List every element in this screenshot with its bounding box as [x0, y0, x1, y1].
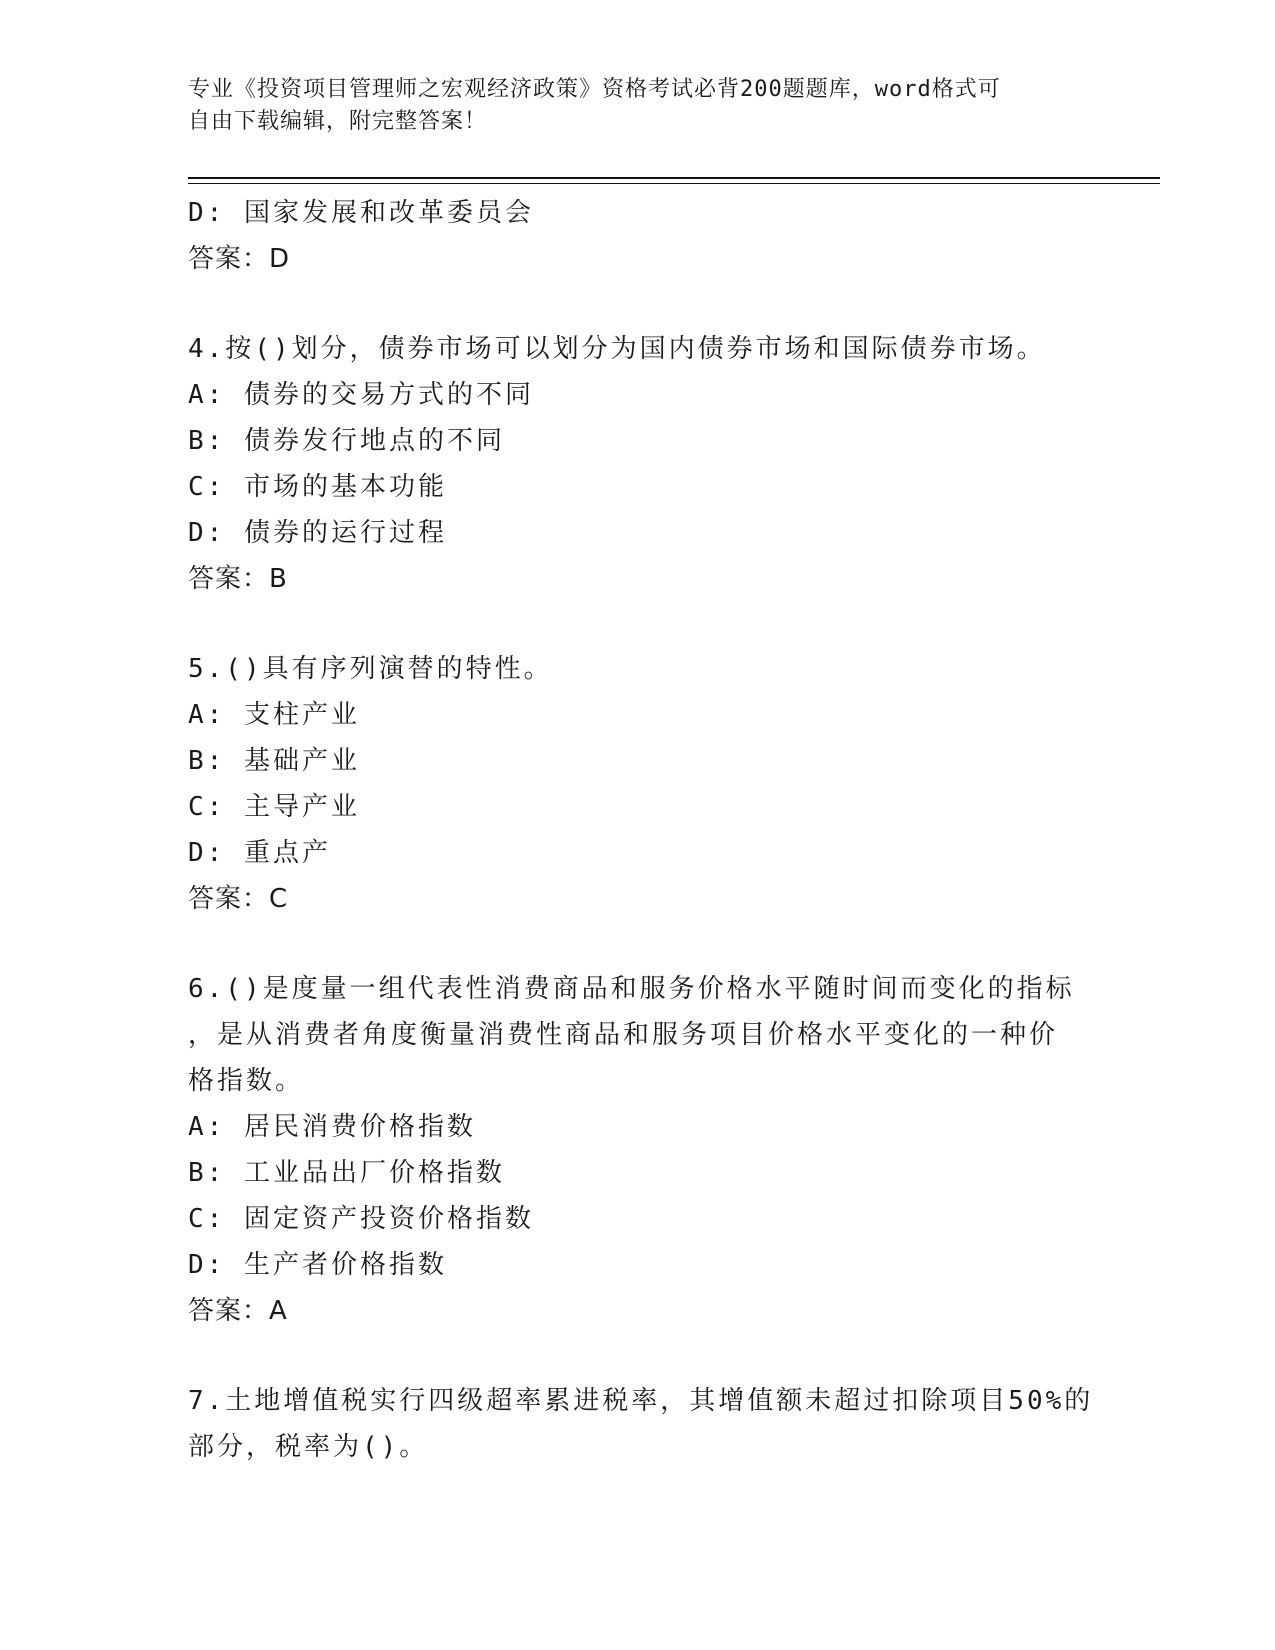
page-header — [188, 74, 1088, 138]
option-b: B: 工业品出厂价格指数 — [188, 1158, 505, 1188]
option-c: C: 主导产业 — [188, 792, 360, 822]
option-d: D: 国家发展和改革委员会 — [188, 198, 534, 228]
question-stem: 5.()具有序列演替的特性。 — [188, 654, 553, 684]
question-stem-line-3: 格指数。 — [188, 1066, 305, 1096]
header-rule-thick — [188, 177, 1160, 179]
answer-line: 答案：C — [188, 884, 289, 914]
answer-line: 答案：A — [188, 1296, 288, 1326]
question-7 — [188, 1378, 1094, 1470]
question-stem-line-2: ，是从消费者角度衡量消费性商品和服务项目价格水平变化的一种价 — [188, 1020, 1059, 1050]
option-c: C: 市场的基本功能 — [188, 472, 447, 502]
option-c: C: 固定资产投资价格指数 — [188, 1204, 534, 1234]
answer-line: 答案：D — [188, 244, 291, 274]
question-stem-line-2: 部分，税率为()。 — [188, 1432, 429, 1462]
question-5 — [188, 646, 1088, 922]
header-rule-thin — [188, 183, 1160, 184]
option-a: A: 债券的交易方式的不同 — [188, 380, 534, 410]
question-stem-line-1: 7.土地增值税实行四级超率累进税率，其增值额未超过扣除项目50%的 — [188, 1386, 1094, 1416]
option-d: D: 生产者价格指数 — [188, 1250, 447, 1280]
header-line-1: 专业《投资项目管理师之宏观经济政策》资格考试必背200题题库，word格式可 — [188, 77, 1001, 102]
option-a: A: 支柱产业 — [188, 700, 360, 730]
option-b: B: 债券发行地点的不同 — [188, 426, 505, 456]
question-4 — [188, 326, 1088, 602]
question-3-tail — [188, 190, 1088, 282]
option-a: A: 居民消费价格指数 — [188, 1112, 476, 1142]
header-line-2: 自由下载编辑，附完整答案！ — [188, 109, 488, 134]
question-content — [188, 190, 1094, 1470]
option-d: D: 债券的运行过程 — [188, 518, 447, 548]
question-stem-line-1: 6.()是度量一组代表性消费商品和服务价格水平随时间而变化的指标 — [188, 974, 1075, 1004]
option-d: D: 重点产 — [188, 838, 331, 868]
question-stem: 4.按()划分，债券市场可以划分为国内债券市场和国际债券市场。 — [188, 334, 1046, 364]
option-b: B: 基础产业 — [188, 746, 360, 776]
question-6 — [188, 966, 1088, 1334]
answer-line: 答案：B — [188, 564, 288, 594]
